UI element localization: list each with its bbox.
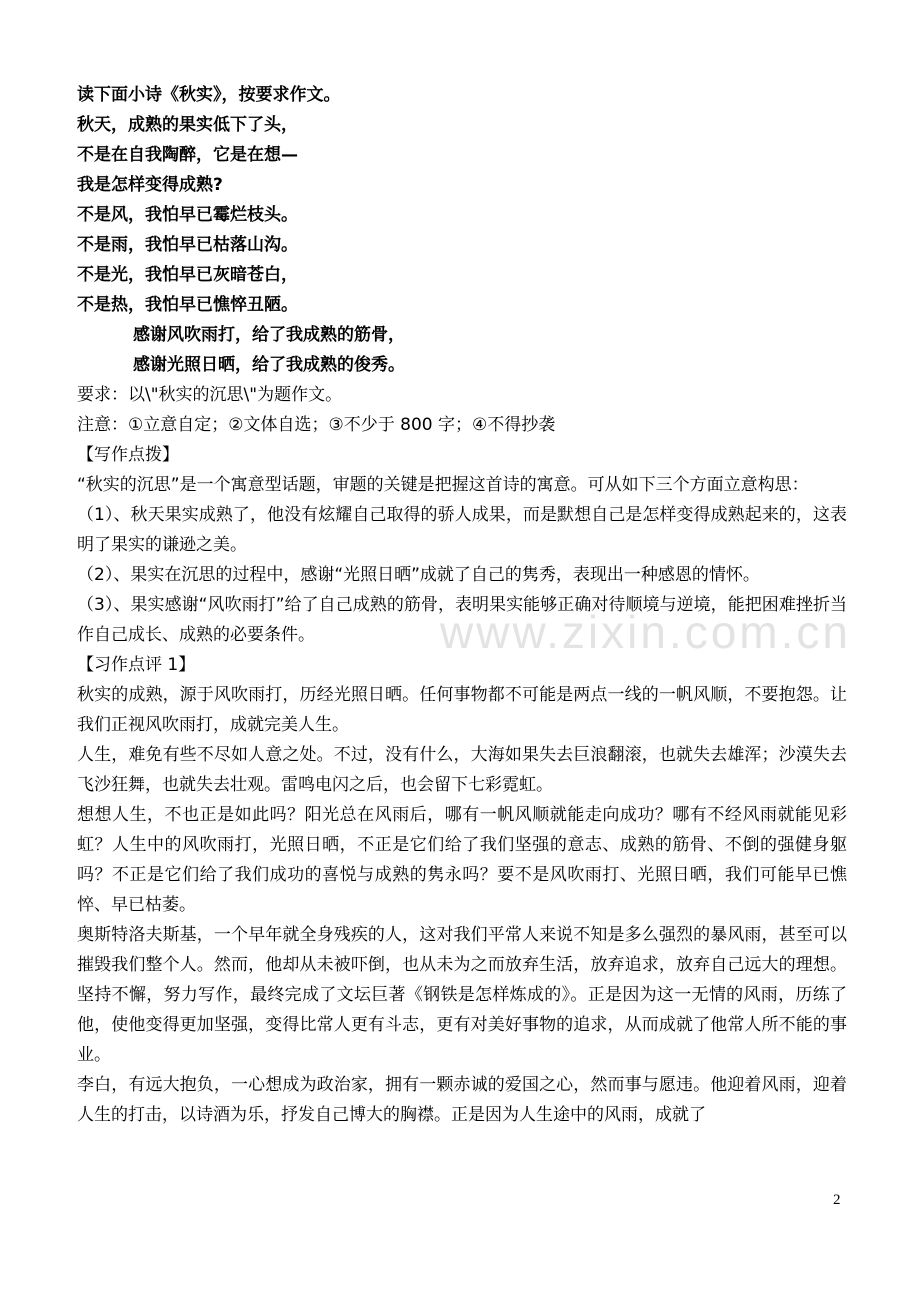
page-number: 2 bbox=[833, 1192, 841, 1208]
guide-intro: “秋实的沉思”是一个寓意型话题，审题的关键是把握这首诗的寓意。可从如下三个方面立意构思： bbox=[77, 475, 809, 495]
poem-line: 不是热，我怕早已憔悴丑陋。 bbox=[77, 295, 298, 315]
requirement: 要求：以\"秋实的沉思\"为题作文。 bbox=[77, 385, 343, 405]
notice: 注意：①立意自定；②文体自选；③不少于 800 字；④不得抄袭 bbox=[77, 415, 556, 435]
document-body bbox=[77, 80, 847, 1130]
poem-line-indented: 感谢风吹雨打，给了我成熟的筋骨， bbox=[133, 325, 405, 345]
poem-line: 不是风，我怕早已霉烂枝头。 bbox=[77, 205, 298, 225]
section-heading-guide: 【写作点拨】 bbox=[77, 445, 179, 465]
guide-point: （3）、果实感谢“风吹雨打”给了自己成熟的筋骨，表明果实能够正确对待顺境与逆境，能把困难挫折当作自己成长、成熟的必要条件。 bbox=[77, 595, 847, 645]
poem-line-indented: 感谢光照日晒，给了我成熟的俊秀。 bbox=[133, 355, 405, 375]
guide-point: （1）、秋天果实成熟了，他没有炫耀自己取得的骄人成果，而是默想自己是怎样变得成熟起来的，这表明了果实的谦逊之美。 bbox=[77, 505, 847, 555]
prompt-title: 读下面小诗《秋实》，按要求作文。 bbox=[77, 85, 341, 105]
section-heading-review: 【习作点评 1】 bbox=[77, 655, 196, 675]
essay-paragraph: 人生，难免有些不尽如人意之处。不过，没有什么，大海如果失去巨浪翻滚，也就失去雄浑；沙漠失去飞沙狂舞，也就失去壮观。雷鸣电闪之后，也会留下七彩霓虹。 bbox=[77, 745, 847, 795]
essay-paragraph: 秋实的成熟，源于风吹雨打，历经光照日晒。任何事物都不可能是两点一线的一帆风顺，不要抱怨。让我们正视风吹雨打，成就完美人生。 bbox=[77, 685, 847, 735]
poem-line: 不是在自我陶醉，它是在想— bbox=[77, 145, 298, 165]
guide-point: （2）、果实在沉思的过程中，感谢“光照日晒”成就了自己的隽秀，表现出一种感恩的情怀。 bbox=[77, 565, 760, 585]
poem-line: 我是怎样变得成熟? bbox=[77, 175, 223, 195]
essay-paragraph: 李白，有远大抱负，一心想成为政治家，拥有一颗赤诚的爱国之心，然而事与愿违。他迎着风雨，迎着人生的打击，以诗酒为乐，抒发自己博大的胸襟。正是因为人生途中的风雨，成就了 bbox=[77, 1075, 847, 1125]
poem-line: 不是光，我怕早已灰暗苍白， bbox=[77, 265, 298, 285]
poem-line: 不是雨，我怕早已枯落山沟。 bbox=[77, 235, 298, 255]
essay-paragraph: 奥斯特洛夫斯基，一个早年就全身残疾的人，这对我们平常人来说不知是多么强烈的暴风雨，甚至可以摧毁我们整个人。然而，他却从未被吓倒，也从未为之而放弃生活，放弃追求，放弃自己远大的理想。坚持不懈，努力写作，最终完成了文坛巨著《钢铁是怎样炼成的》。正是因为这一无情的风雨，历练了他，使他变得更加坚强，变得比常人更有斗志，更有对美好事物的追求，从而成就了他常人所不能的事业。 bbox=[77, 925, 847, 1065]
poem-line: 秋天，成熟的果实低下了头， bbox=[77, 115, 298, 135]
watermark: www.zixin.com.cn bbox=[440, 606, 851, 658]
essay-paragraph: 想想人生，不也正是如此吗？阳光总在风雨后，哪有一帆风顺就能走向成功？哪有不经风雨就能见彩虹？人生中的风吹雨打，光照日晒，不正是它们给了我们坚强的意志、成熟的筋骨、不倒的强健身躯吗？不正是它们给了我们成功的喜悦与成熟的隽永吗？要不是风吹雨打、光照日晒，我们可能早已憔悴、早已枯萎。 bbox=[77, 805, 847, 915]
